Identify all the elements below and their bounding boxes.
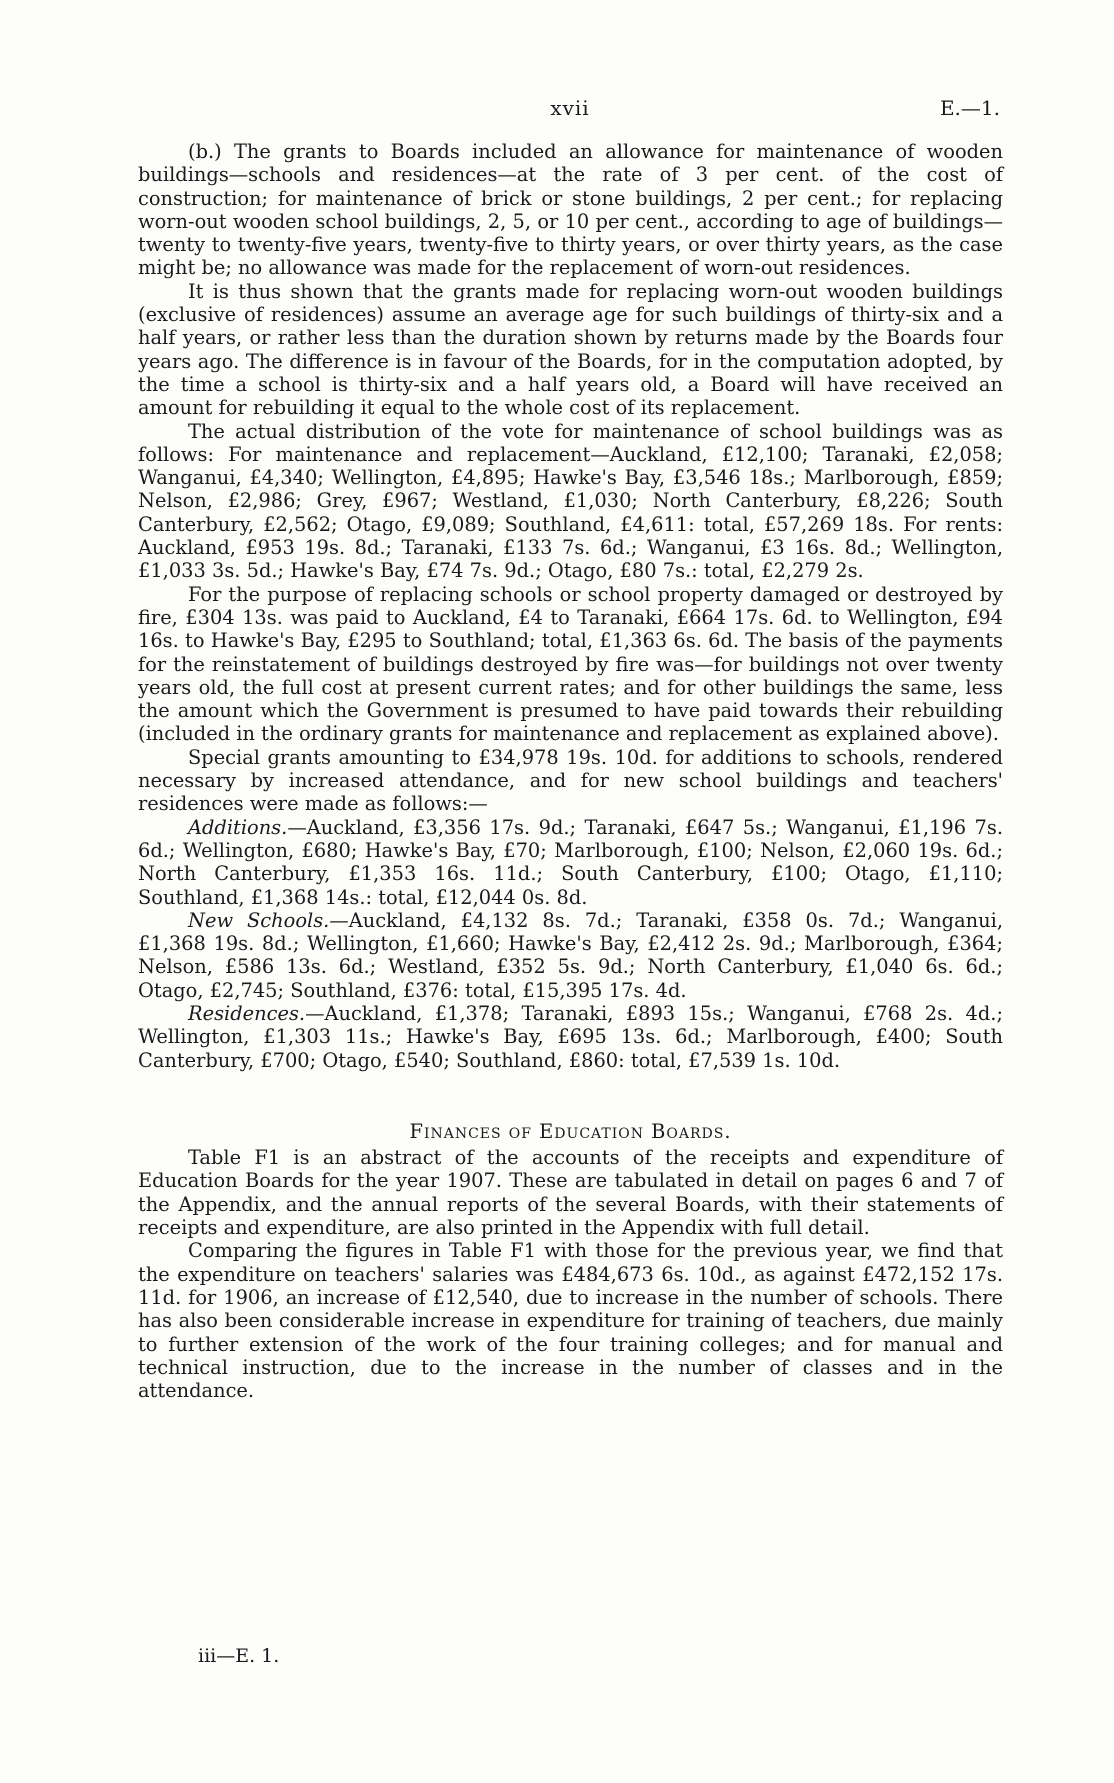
paragraph-additions	[138, 816, 1003, 909]
document-reference: E.—1.	[939, 96, 1000, 120]
residences-heading: Residences.	[188, 1001, 306, 1025]
page-footer-signature: iii—E. 1.	[198, 1645, 280, 1667]
paragraph-replacement-age: It is thus shown that the grants made for replacing worn-out wooden buildings (exclusive of residences) assume an average age for such buildings of thirty-six and a half years, or rather less than the duration shown by returns made by the Boards four years ago. The difference is in favour of the Boards, for in the computation adopted, by the time a school is thirty-six and a half years old, a Board will have received an amount for rebuilding it equal to the whole cost of its replacement.	[138, 279, 1003, 420]
additions-heading: Additions.	[188, 815, 288, 839]
page-number: xvii	[550, 96, 590, 120]
page-header	[140, 96, 1000, 122]
paragraph-residences	[138, 1002, 1003, 1072]
paragraph-special-grants: Special grants amounting to £34,978 19s. 10d. for additions to schools, rendered necessary by increased attendance, and for new school buildings and teachers' residences were made as follows:—	[138, 745, 1003, 816]
additions-text: —Auckland, £3,356 17s. 9d.; Taranaki, £647 5s.; Wanganui, £1,196 7s. 6d.; Wellington, £680; Hawke's Bay, £70; Marlborough, £100; Nelson, £2,060 19s. 6d.; North Canterbury, £1,353 16s. 11d.; South Canterbury, £100; Otago, £1,110; Southland, £1,368 14s.: total, £12,044 0s. 8d.	[138, 815, 1003, 909]
paragraph-fire-replacement: For the purpose of replacing schools or school property damaged or destroyed by fire, £304 13s. was paid to Auckland, £4 to Taranaki, £664 17s. 6d. to Wellington, £94 16s. to Hawke's Bay, £295 to Southland; total, £1,363 6s. 6d. The basis of the payments for the reinstatement of buildings destroyed by fire was—for buildings not over twenty years old, the full cost at present current rates; and for other buildings the same, less the amount which the Government is presumed to have paid towards their rebuilding (included in the ordinary grants for maintenance and replacement as explained above).	[138, 582, 1003, 746]
section-title: Finances of Education Boards.	[409, 1119, 732, 1143]
paragraph-grants-allowance: (b.) The grants to Boards included an allowance for maintenance of wooden buildings—schools and residences—at the rate of 3 per cent. of the cost of construction; for maintenance of brick or stone buildings, 2 per cent.; for replacing worn-out wooden school buildings, 2, 5, or 10 per cent., according to age of buildings—twenty to twenty-five years, twenty-five to thirty years, or over thirty years, as the case might be; no allowance was made for the replacement of worn-out residences.	[138, 140, 1003, 280]
body-text	[138, 140, 1003, 1402]
residences-text: —Auckland, £1,378; Taranaki, £893 15s.; Wanganui, £768 2s. 4d.; Wellington, £1,303 11s.; Hawke's Bay, £695 13s. 6d.; Marlborough, £400; South Canterbury, £700; Otago, £540; Southland, £860: total, £7,539 1s. 10d.	[138, 1001, 1003, 1072]
new-schools-text: —Auckland, £4,132 8s. 7d.; Taranaki, £358 0s. 7d.; Wanganui, £1,368 19s. 8d.; Wellington, £1,660; Hawke's Bay, £2,412 2s. 9d.; Marlborough, £364; Nelson, £586 13s. 6d.; Westland, £352 5s. 9d.; North Canterbury, £1,040 6s. 6d.; Otago, £2,745; Southland, £376: total, £15,395 17s. 4d.	[138, 908, 1003, 1002]
new-schools-heading: New Schools.	[188, 908, 330, 932]
paragraph-vote-distribution: The actual distribution of the vote for maintenance of school buildings was as follows: For maintenance and replacement—Auckland, £12,100; Taranaki, £2,058; Wanganui, £4,340; Wellington, £4,895; Hawke's Bay, £3,546 18s.; Marlborough, £859; Nelson, £2,986; Grey, £967; Westland, £1,030; North Canterbury, £8,226; South Canterbury, £2,562; Otago, £9,089; Southland, £4,611: total, £57,269 18s. For rents: Auckland, £953 19s. 8d.; Taranaki, £133 7s. 6d.; Wanganui, £3 16s. 8d.; Wellington, £1,033 3s. 5d.; Hawke's Bay, £74 7s. 9d.; Otago, £80 7s.: total, £2,279 2s.	[138, 419, 1003, 583]
paragraph-table-f1: Table F1 is an abstract of the accounts of the receipts and expenditure of Education Boards for the year 1907. These are tabulated in detail on pages 6 and 7 of the Appendix, and the annual reports of the several Boards, with their statements of receipts and expenditure, are also printed in the Appendix with full detail.	[138, 1146, 1003, 1240]
paragraph-new-schools	[138, 909, 1003, 1002]
paragraph-expenditure-comparison: Comparing the figures in Table F1 with those for the previous year, we find that the expenditure on teachers' salaries was £484,673 6s. 10d., as against £472,152 17s. 11d. for 1906, an increase of £12,540, due to increase in the number of schools. There has also been considerable increase in expenditure for training of teachers, due mainly to further extension of the work of the four training colleges; and for manual and technical instruction, due to the increase in the number of classes and in the attendance.	[138, 1239, 1003, 1403]
